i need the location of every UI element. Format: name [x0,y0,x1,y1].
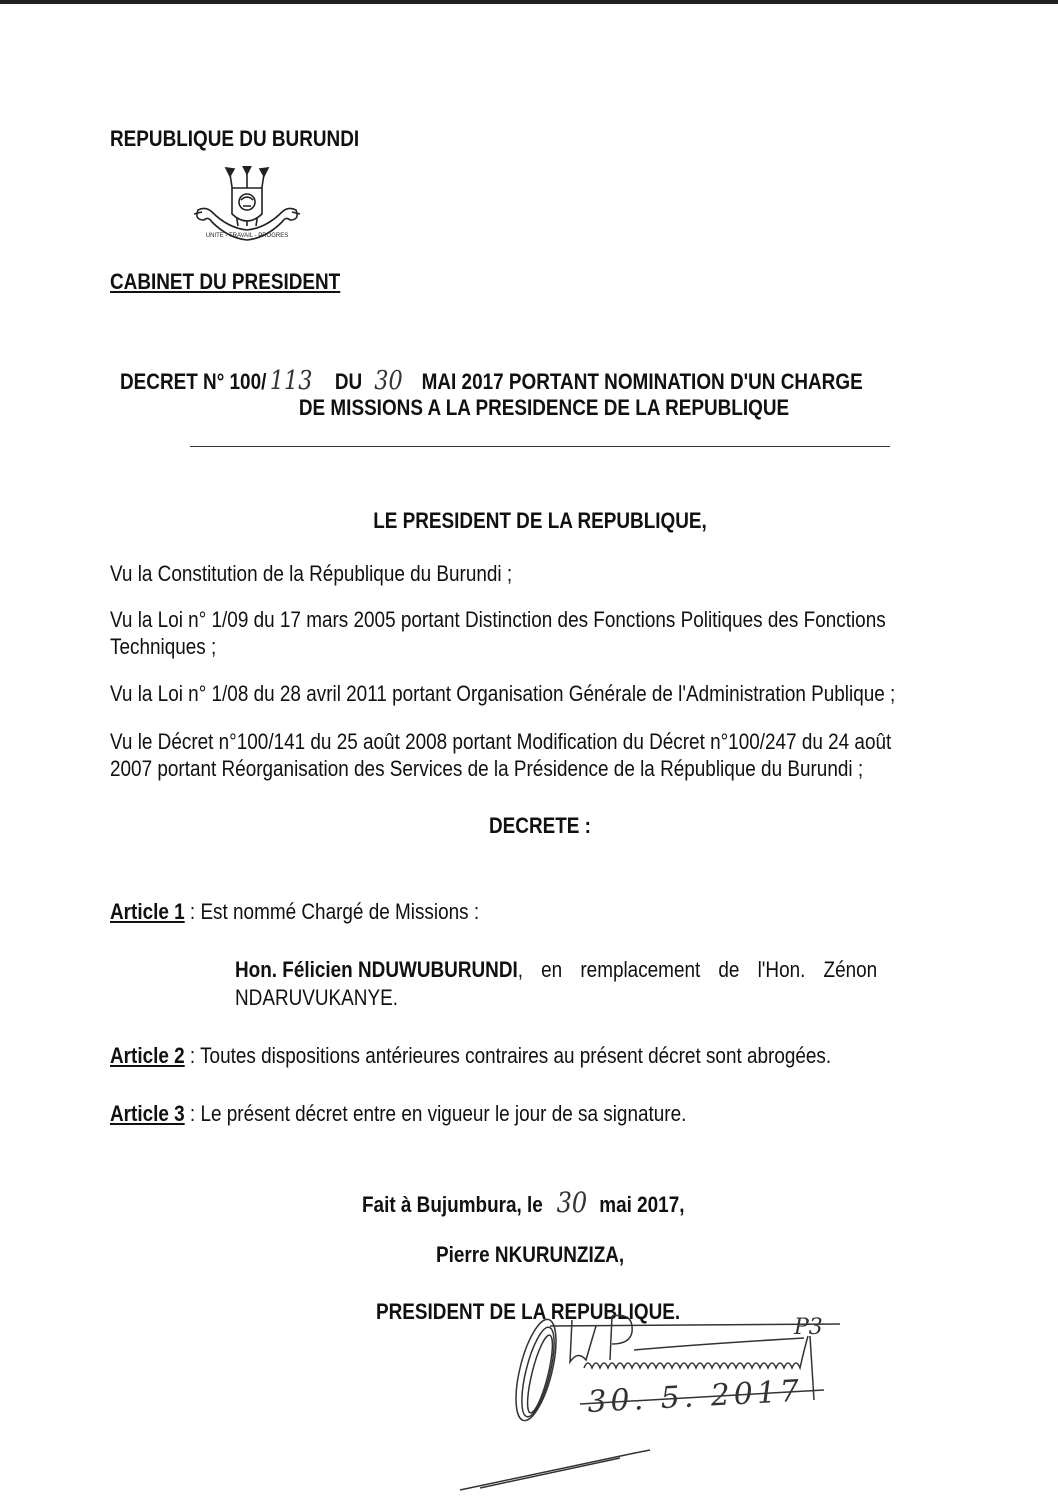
article-2-text: : Toutes dispositions antérieures contraires au présent décret sont abrogées. [184,1043,832,1068]
emblem-motto: UNITE - TRAVAIL - PROGRES [205,233,289,239]
vu-decret-line1: Vu le Décret n°100/141 du 25 août 2008 portant Modification du Décret n°100/247 du 24 août [110,729,892,754]
vu-loi-2005-line1: Vu la Loi n° 1/09 du 17 mars 2005 portant Distinction des Fonctions Politiques des Fonctions [110,607,886,632]
article-1-text: : Est nommé Chargé de Missions : [184,899,480,924]
nominee-line2: NDARUVUKANYE. [235,985,398,1010]
article-1 [110,898,479,925]
nominee-line1 [235,956,877,983]
fait-prefix: Fait à Bujumbura, le [362,1192,543,1217]
article-2 [110,1042,831,1069]
article-3-text: : Le présent décret entre en vigueur le jour de sa signature. [184,1101,687,1126]
place-date [362,1186,684,1219]
nominee-replacement: , en remplacement de l'Hon. Zénon [517,957,878,982]
decrete-heading: DECRETE : [489,813,591,838]
handwritten-signature [420,1300,860,1496]
cabinet-name: CABINET DU PRESIDENT [110,269,341,294]
title-prefix: DECRET N° 100/ [120,369,267,394]
fait-day-handwritten: 30 [556,1186,588,1219]
decree-title-line2: DE MISSIONS A LA PRESIDENCE DE LA REPUBLIQUE [298,395,790,420]
title-rule [190,446,890,447]
burundi-coat-of-arms-icon [188,166,306,256]
article-2-label: Article 2 [110,1043,185,1068]
vu-constitution: Vu la Constitution de la République du Burundi ; [110,561,513,586]
president-heading: LE PRESIDENT DE LA REPUBLIQUE, [373,508,707,533]
country-name: REPUBLIQUE DU BURUNDI [110,126,360,151]
scan-top-edge [0,0,1058,4]
article-3-label: Article 3 [110,1101,185,1126]
fait-suffix: mai 2017, [599,1192,685,1217]
article-1-label: Article 1 [110,899,185,924]
signature-date-handwritten: 30. 5. 2017 [586,1373,804,1420]
vu-loi-2005-line2: Techniques ; [110,634,217,659]
nominee-name: Hon. Félicien NDUWUBURUNDI [235,957,518,982]
article-3 [110,1100,686,1127]
vu-decret-line2: 2007 portant Réorganisation des Services de la Présidence de la République du Burundi ; [110,756,864,781]
decree-title-line1 [120,366,863,396]
signatory-name: Pierre NKURUNZIZA, [436,1242,625,1267]
decree-day-handwritten: 30 [374,366,403,396]
vu-loi-2011: Vu la Loi n° 1/08 du 28 avril 2011 portant Organisation Générale de l'Administration Publique ; [110,681,896,706]
signature-initials: P3 [794,1315,823,1340]
title-rest: MAI 2017 PORTANT NOMINATION D'UN CHARGE [421,369,863,394]
signatory-position: PRESIDENT DE LA REPUBLIQUE. [376,1299,681,1324]
title-du: DU [334,369,363,394]
decree-number-handwritten: 113 [269,366,313,396]
